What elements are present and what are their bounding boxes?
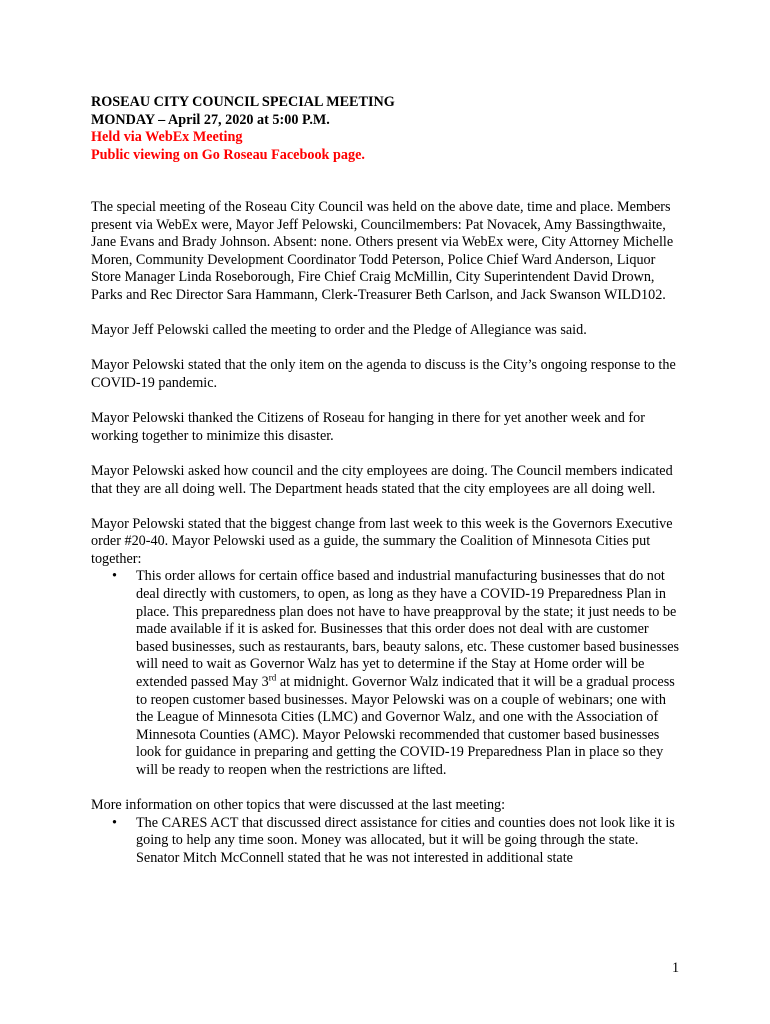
agenda-paragraph: Mayor Pelowski stated that the only item on the agenda to discuss is the City’s ongoing response to the COVID-19 pandemic. [91,357,676,391]
executive-order-list [91,568,683,779]
meeting-title: ROSEAU CITY COUNCIL SPECIAL MEETING [91,94,395,110]
call-to-order-paragraph: Mayor Jeff Pelowski called the meeting to order and the Pledge of Allegiance was said. [91,322,587,339]
meeting-date: MONDAY – April 27, 2020 at 5:00 P.M. [91,111,330,128]
meeting-location: Held via WebEx Meeting [91,129,243,146]
public-viewing-note: Public viewing on Go Roseau Facebook page. [91,146,365,163]
more-info-paragraph: More information on other topics that were discussed at the last meeting: [91,797,506,814]
bullet-icon: • [112,568,117,585]
list-item-text-part1: This order allows for certain office based and industrial manufacturing businesses that do not deal directly with customers, to open, as long as they have a COVID-19 Preparedness Plan in place. This preparedness plan does not have to have preapproval by the state; it just needs to be made available if it is asked for. Businesses that this order does not deal with are customer based businesses, such as restaurants, bars, beauty salons, etc. These customer based businesses will need to wait as Governor Walz has yet to determine if the Stay at Home order will be extended passed May 3 [136,568,680,691]
executive-order-paragraph: Mayor Pelowski stated that the biggest change from last week to this week is the Governors Executive order #20-40. Mayor Pelowski used as a guide, the summary the Coalition of Minnesota Cities put together: [91,515,673,567]
list-item [91,815,683,868]
minutes-body [91,199,683,885]
page-number: 1 [672,960,680,976]
ordinal-suffix: rd [268,672,277,683]
list-item [91,568,683,779]
attendance-paragraph: The special meeting of the Roseau City Council was held on the above date, time and place. Members present via WebEx were, Mayor Jeff Pelowski, Councilmembers: Pat Novacek, Amy Bassingthwaite, Jane Evans and Brady Johnson. Absent: none. Others present via WebEx were, City Attorney Michelle Moren, Community Development Coordinator Todd Peterson, Police Chief Ward Anderson, Liquor Store Manager Linda Roseborough, Fire Chief Craig McMillin, City Superintendent David Drown, Parks and Rec Director Sara Hammann, Clerk-Treasurer Beth Carlson, and Jack Swanson WILD102. [91,199,674,303]
wellbeing-paragraph: Mayor Pelowski asked how council and the city employees are doing. The Council members indicated that they are all doing well. The Department heads stated that the city employees are all doing well. [91,462,673,497]
bullet-icon: • [112,814,117,831]
list-item-text: The CARES ACT that discussed direct assistance for cities and counties does not look like it is going to help any time soon. Money was allocated, but it will be going through the state. Senator Mitch McConnell stated that he was not interested in additional state [136,814,675,866]
meeting-header [91,94,711,164]
thanks-paragraph: Mayor Pelowski thanked the Citizens of Roseau for hanging in there for yet another week and for working together to minimize this disaster. [91,410,645,444]
list-item-text-part2: at midnight. Governor Walz indicated that it will be a gradual process to reopen customer based businesses. Mayor Pelowski was on a couple of webinars; one with the League of Minnesota Cities (LMC) and Governor Walz, and one with the Association of Minnesota Counties (AMC). Mayor Pelowski recommended that customer based businesses look for guidance in preparing and getting the COVID-19 Preparedness Plan in place so they will be ready to reopen when the restrictions are lifted. [136,674,675,778]
more-info-list [91,815,683,868]
